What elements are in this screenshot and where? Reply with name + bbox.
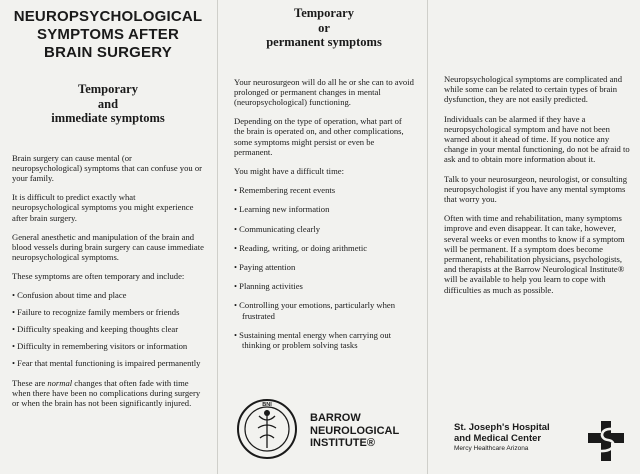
main-title-line-2: SYMPTOMS AFTER — [37, 26, 179, 43]
paragraph: Your neurosurgeon will do all he or she can to avoid prolonged or permanent changes in mental (neuropsychological) functioning. — [234, 76, 414, 107]
closing-text-emphasis: normal — [47, 377, 73, 388]
panel-right — [432, 0, 640, 474]
barrow-name-line-3: INSTITUTE® — [310, 437, 375, 449]
list-item: • Confusion about time and place — [12, 290, 204, 300]
bullet-list — [12, 290, 204, 369]
panel-middle — [222, 0, 422, 474]
hospital-affiliation: Mercy Healthcare Arizona — [454, 445, 529, 452]
main-title — [12, 8, 204, 62]
section-heading-permanent — [234, 6, 414, 50]
list-item: • Difficulty in remembering visitors or information — [12, 341, 204, 351]
panel-left — [0, 0, 212, 474]
section-heading-line-1: Temporary — [294, 6, 354, 20]
paragraph: General anesthetic and manipulation of the brain and blood vessels during brain surgery can cause immediate neuropsychological symptoms. — [12, 231, 204, 263]
list-item: • Learning new information — [234, 204, 414, 214]
paragraph: Individuals can be alarmed if they have a neuropsychological symptom and have not been warned about it ahead of time. If you notice any change in your mental functioning, do not be afraid to ask and to obtain more information about it. — [444, 113, 630, 165]
list-item: • Failure to recognize family members or friends — [12, 307, 204, 317]
paragraph: Depending on the type of operation, what part of the brain is operated on, and other complications, some symptoms might persist or even be permanent. — [234, 116, 404, 157]
main-title-line-3: BRAIN SURGERY — [44, 44, 172, 61]
main-title-line-1: NEUROPSYCHOLOGICAL — [13, 8, 203, 25]
list-item: • Reading, writing, or doing arithmetic — [234, 243, 414, 253]
paragraph: Brain surgery can cause mental (or neuropsychological) symptoms that can confuse you or your family. — [12, 152, 202, 183]
section-heading-line-2: or — [318, 20, 330, 35]
section-heading-line-3: permanent symptoms — [266, 35, 382, 49]
closing-paragraph — [12, 378, 204, 409]
list-item: • Sustaining mental energy when carrying out thinking or problem solving tasks — [234, 330, 414, 350]
list-item: • Communicating clearly — [234, 224, 414, 234]
seal-label: BNI — [262, 402, 272, 408]
hospital-name — [454, 422, 550, 444]
list-item: • Paying attention — [234, 262, 414, 272]
fold-line-left — [217, 0, 218, 474]
cross-logo-icon — [586, 420, 626, 462]
barrow-logo — [236, 398, 426, 464]
section-heading-line-2: and — [97, 96, 119, 111]
closing-text-post: changes that often fade with time when there have been no complications during surgery or when the brain has not been significantly injured. — [12, 377, 201, 408]
paragraph: You might have a difficult time: — [234, 165, 344, 176]
list-item: • Planning activities — [234, 281, 414, 291]
fold-line-right — [427, 0, 428, 474]
hospital-name-line-1: St. Joseph's Hospital — [454, 422, 550, 433]
paragraph: Talk to your neurosurgeon, neurologist, or consulting neuropsychologist if you have any mental symptoms that worry you. — [444, 173, 628, 205]
paragraph: Often with time and rehabilitation, many symptoms improve and even disappear. It can take, however, several weeks or even months to know if a symptom will be permanent. If a symptom does become permanent, rehabilitation physicians, psychologists, and therapists at the Barrow Neurological Institute® will be available to help you learn to cope with difficulties as much as possible. — [444, 213, 625, 295]
section-heading-line-3: immediate symptoms — [51, 111, 165, 125]
paragraph: These symptoms are often temporary and include: — [12, 271, 185, 282]
paragraph: Neuropsychological symptoms are complicated and while some can be related to certain types of brain dysfunction, they are not easily predicted. — [444, 74, 623, 105]
barrow-name-line-2: NEUROLOGICAL — [310, 424, 400, 437]
bullet-list — [234, 185, 414, 350]
section-heading-immediate — [12, 82, 204, 126]
list-item: • Remembering recent events — [234, 185, 414, 195]
list-item: • Difficulty speaking and keeping thoughts clear — [12, 324, 204, 334]
list-item: • Controlling your emotions, particularly when frustrated — [234, 300, 414, 320]
section-heading-line-1: Temporary — [78, 82, 138, 96]
closing-text-pre: These are — [12, 377, 48, 388]
paragraph: It is difficult to predict exactly what neuropsychological symptoms you might experience after brain surgery. — [12, 192, 194, 223]
st-josephs-logo — [454, 420, 634, 466]
hospital-name-line-2: and Medical Center — [454, 433, 542, 444]
barrow-name — [310, 412, 399, 450]
barrow-name-line-1: BARROW — [310, 412, 361, 424]
list-item: • Fear that mental functioning is impaired permanently — [12, 358, 204, 368]
